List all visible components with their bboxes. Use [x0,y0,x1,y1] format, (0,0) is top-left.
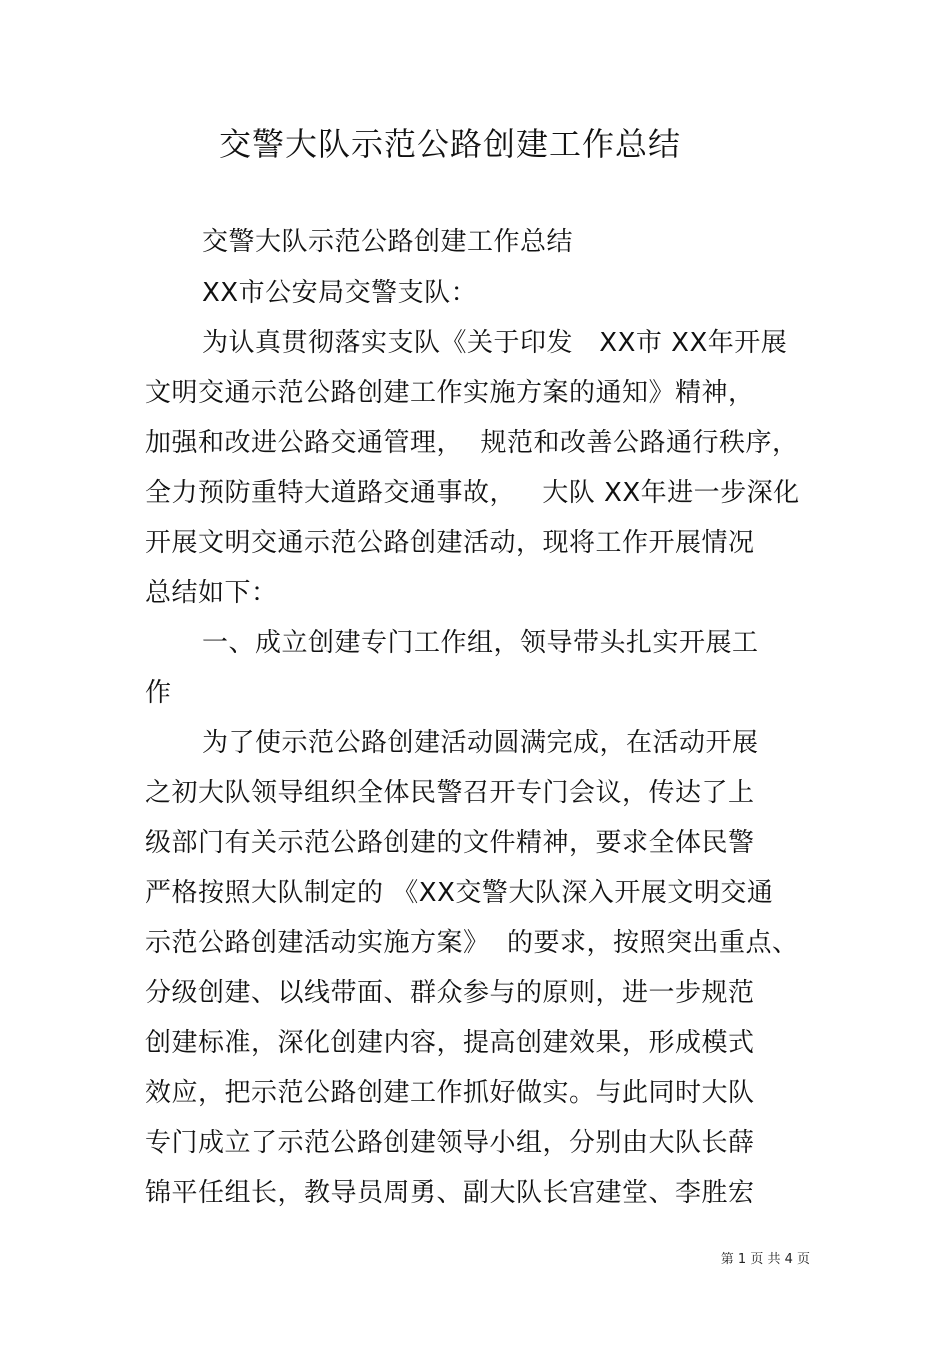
document-title: 交警大队示范公路创建工作总结 [218,125,681,163]
body-line: 全力预防重特大道路交通事故， 大队 XX年进一步深化 [145,478,800,508]
page-number: 第 1 页 共 4 页 [720,1252,810,1267]
body-line: 级部门有关示范公路创建的文件精神，要求全体民警 [145,828,755,858]
body-line: 创建标准，深化创建内容，提高创建效果，形成模式 [145,1028,755,1058]
body-line: 效应，把示范公路创建工作抓好做实。与此同时大队 [145,1078,755,1108]
body-line: 严格按照大队制定的 《XX交警大队深入开展文明交通 [145,878,774,908]
section-heading: 一、成立创建专门工作组，领导带头扎实开展工 [202,628,759,658]
body-line: 开展文明交通示范公路创建活动，现将工作开展情况 [145,528,755,558]
body-line: 文明交通示范公路创建工作实施方案的通知》精神， [145,378,755,408]
body-line: 锦平任组长，教导员周勇、副大队长宫建堂、李胜宏 [145,1178,755,1208]
body-line: 之初大队领导组织全体民警召开专门会议，传达了上 [145,778,755,808]
body-line: 交警大队示范公路创建工作总结 [202,227,574,257]
body-line: 总结如下： [145,578,278,608]
body-line: 专门成立了示范公路创建领导小组，分别由大队长薛 [145,1128,755,1158]
body-line: 加强和改进公路交通管理， 规范和改善公路通行秩序， [145,428,799,458]
body-line: 示范公路创建活动实施方案》 的要求，按照突出重点、 [145,928,799,958]
body-line: XX市公安局交警支队： [202,278,478,308]
body-line: 为了使示范公路创建活动圆满完成，在活动开展 [202,728,759,758]
body-line: 为认真贯彻落实支队《关于印发 XX市 XX年开展 [202,328,788,358]
section-heading: 作 [145,678,172,708]
body-line: 分级创建、以线带面、群众参与的原则，进一步规范 [145,978,755,1008]
